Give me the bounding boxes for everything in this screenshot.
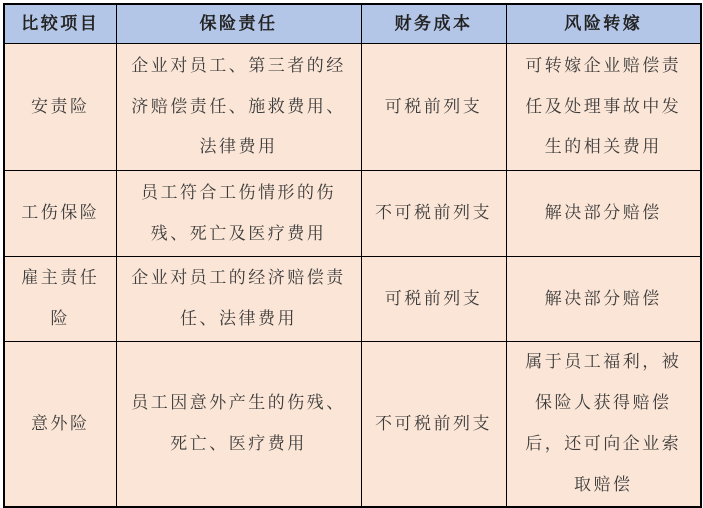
row4-liability-cell: 员工因意外产生的伤残、死亡、医疗费用 — [116, 342, 361, 508]
table-row — [4, 342, 701, 508]
row3-item-cell: 雇主责任险 — [4, 257, 116, 342]
row2-transfer-cell: 解决部分赔偿 — [506, 171, 701, 257]
header-insurance-liability: 保险责任 — [116, 4, 361, 44]
row4-cost-cell: 不可税前列支 — [361, 342, 506, 508]
row4-item-cell: 意外险 — [4, 342, 116, 508]
row1-item-cell: 安责险 — [4, 44, 116, 171]
row1-cost-cell: 可税前列支 — [361, 44, 506, 171]
row3-liability-cell: 企业对员工的经济赔偿责任、法律费用 — [116, 257, 361, 342]
table-row — [4, 257, 701, 342]
table-row — [4, 44, 701, 171]
row4-transfer-cell: 属于员工福利，被保险人获得赔偿后，还可向企业索取赔偿 — [506, 342, 701, 508]
row2-liability-cell: 员工符合工伤情形的伤残、死亡及医疗费用 — [116, 171, 361, 257]
header-financial-cost: 财务成本 — [361, 4, 506, 44]
table-row — [4, 171, 701, 257]
row3-transfer-cell: 解决部分赔偿 — [506, 257, 701, 342]
header-compare-item: 比较项目 — [4, 4, 116, 44]
insurance-comparison-table — [3, 3, 702, 508]
row2-cost-cell: 不可税前列支 — [361, 171, 506, 257]
header-risk-transfer: 风险转嫁 — [506, 4, 701, 44]
header-row — [4, 4, 701, 44]
row3-cost-cell: 可税前列支 — [361, 257, 506, 342]
row1-transfer-cell: 可转嫁企业赔偿责任及处理事故中发生的相关费用 — [506, 44, 701, 171]
row2-item-cell: 工伤保险 — [4, 171, 116, 257]
row1-liability-cell: 企业对员工、第三者的经济赔偿责任、施救费用、法律费用 — [116, 44, 361, 171]
